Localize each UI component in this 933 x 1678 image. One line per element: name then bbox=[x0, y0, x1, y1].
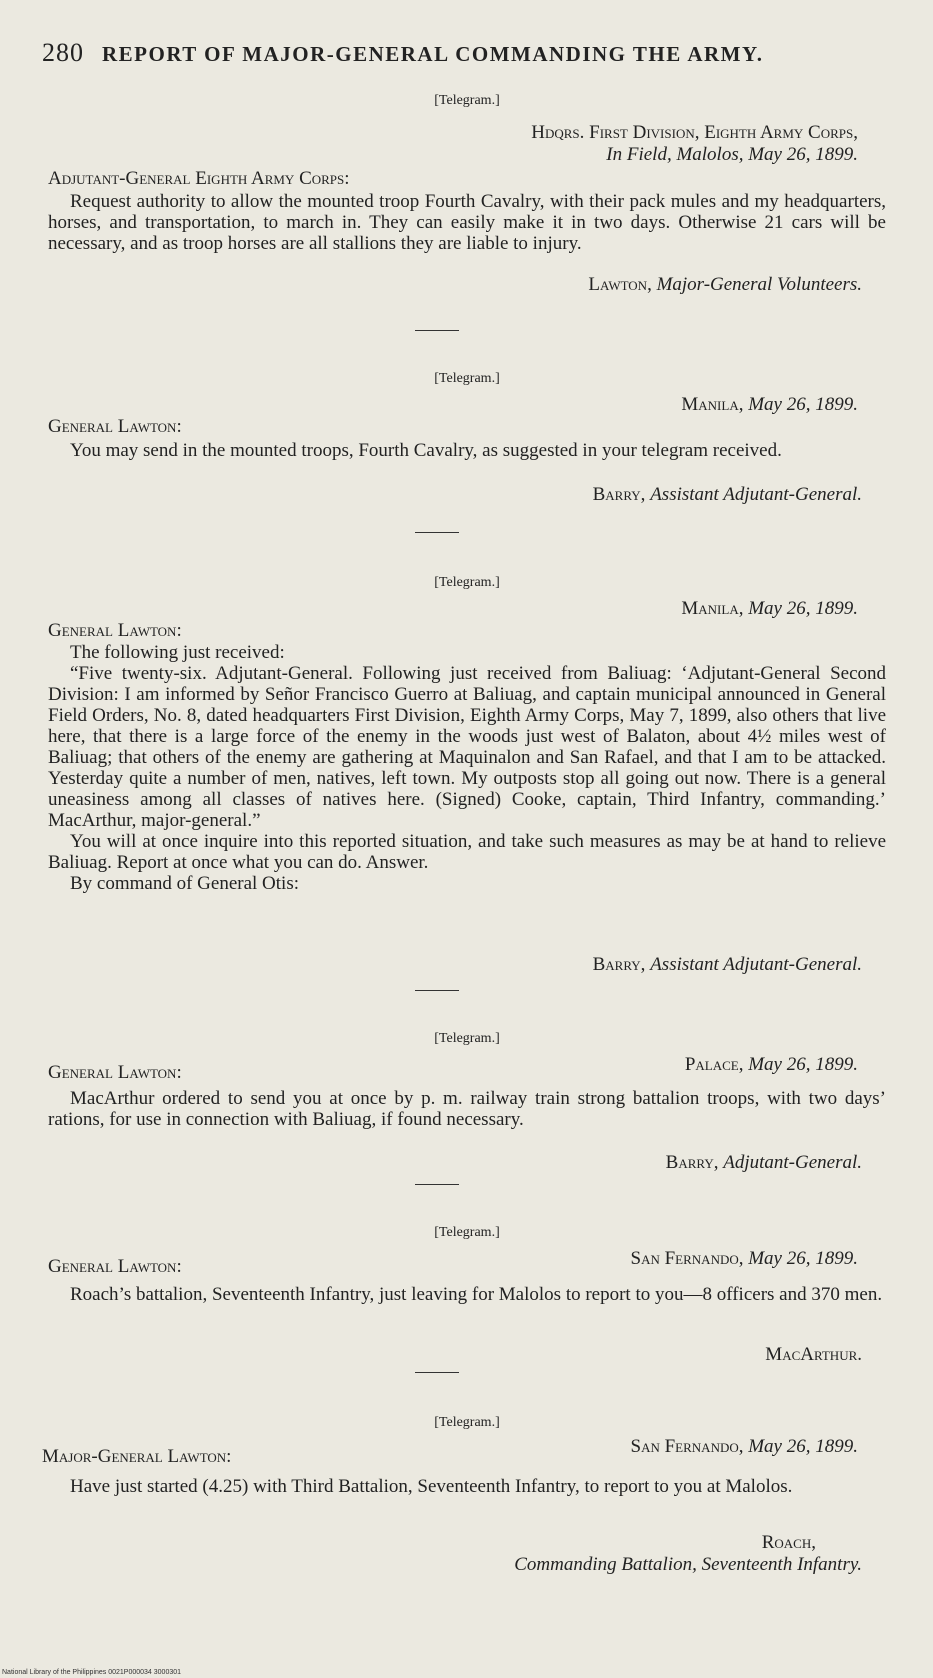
section-divider bbox=[415, 330, 459, 331]
telegram-signature-title: Commanding Battalion, Seventeenth Infantry. bbox=[514, 1554, 862, 1575]
telegram-signature: Lawton, Major-General Volunteers. bbox=[588, 274, 862, 295]
telegram-body: MacArthur ordered to send you at once by p. m. railway train strong battalion troops, with two days’ rations, for use in connection with Baliuag, if found necessary. bbox=[48, 1088, 886, 1130]
telegram-dateline: Palace, May 26, 1899. bbox=[684, 1054, 858, 1075]
telegram-addressee: General Lawton: bbox=[48, 416, 182, 437]
telegram-dateline: San Fernando, May 26, 1899. bbox=[630, 1248, 858, 1269]
telegram-dateline: San Fernando, May 26, 1899. bbox=[630, 1436, 858, 1457]
section-divider bbox=[415, 1184, 459, 1185]
telegram-addressee: Major-General Lawton: bbox=[42, 1446, 232, 1467]
telegram-label: [Telegram.] bbox=[434, 1225, 500, 1240]
telegram-label: [Telegram.] bbox=[434, 1031, 500, 1046]
page-title: REPORT OF MAJOR-GENERAL COMMANDING THE ARMY. bbox=[102, 42, 764, 66]
telegram-label: [Telegram.] bbox=[434, 1415, 500, 1430]
telegram-label: [Telegram.] bbox=[434, 93, 500, 108]
telegram-addressee: General Lawton: bbox=[48, 620, 182, 641]
telegram-body: You may send in the mounted troops, Fourth Cavalry, as suggested in your telegram received. bbox=[70, 440, 782, 461]
telegram-body: Roach’s battalion, Seventeenth Infantry, just leaving for Malolos to report to you—8 officers and 370 men. bbox=[70, 1284, 883, 1305]
section-divider bbox=[415, 532, 459, 533]
telegram-signature: Barry, Assistant Adjutant-General. bbox=[592, 484, 862, 505]
page-header bbox=[42, 38, 882, 68]
section-divider bbox=[415, 990, 459, 991]
telegram-body: Have just started (4.25) with Third Battalion, Seventeenth Infantry, to report to you at Malolos. bbox=[70, 1476, 793, 1497]
telegram-addressee: General Lawton: bbox=[48, 1062, 182, 1083]
telegram-addressee: General Lawton: bbox=[48, 1256, 182, 1277]
telegram-dateline: In Field, Malolos, May 26, 1899. bbox=[606, 144, 858, 165]
page-number: 280 bbox=[42, 38, 84, 67]
telegram-body: Request authority to allow the mounted troop Fourth Cavalry, with their pack mules and my headquarters, horses, and transportation, to march in. They can easily make it in two days. Otherwise 21 cars will be necessary, and as troop horses are all stallions they are liable to injury. bbox=[48, 191, 886, 254]
telegram-addressee: Adjutant-General Eighth Army Corps: bbox=[48, 168, 350, 189]
telegram-signature: Roach, bbox=[761, 1532, 816, 1553]
telegram-origin: Hdqrs. First Division, Eighth Army Corps, bbox=[531, 122, 858, 143]
telegram-dateline: Manila, May 26, 1899. bbox=[681, 394, 858, 415]
telegram-signature: MacArthur. bbox=[765, 1344, 862, 1365]
telegram-body: The following just received: “Five twenty-six. Adjutant-General. Following just received from Baliuag: ‘Adjutant-General Second Division: I am informed by Señor Francisco Guerro at Baliuag, and captain municipal announced in General Field Orders, No. 8, dated headquarters First Division, Eighth Army Corps, May 7, 1899, also others that live here, that there is a large force of the enemy in the woods just west of Balaton, about 4½ miles west of Baliuag; that others of the enemy are gathering at Maquinalon and San Rafael, and that I am to be attacked. Yesterday quite a number of men, natives, left town. My outposts stop all going out now. There is a general uneasiness among all classes of natives here. (Signed) Cooke, captain, Third Infantry, commanding.’ MacArthur, major-general.” You will at once inquire into this reported situation, and take such measures as may be at hand to relieve Baliuag. Report at once what you can do. Answer. By command of General Otis: bbox=[48, 642, 886, 894]
telegram-label: [Telegram.] bbox=[434, 575, 500, 590]
telegram-dateline: Manila, May 26, 1899. bbox=[681, 598, 858, 619]
section-divider bbox=[415, 1372, 459, 1373]
telegram-signature: Barry, Adjutant-General. bbox=[665, 1152, 862, 1173]
telegram-signature: Barry, Assistant Adjutant-General. bbox=[592, 954, 862, 975]
telegram-label: [Telegram.] bbox=[434, 371, 500, 386]
scan-imprint: National Library of the Philippines 0021P000034 3000301 bbox=[2, 1669, 182, 1676]
